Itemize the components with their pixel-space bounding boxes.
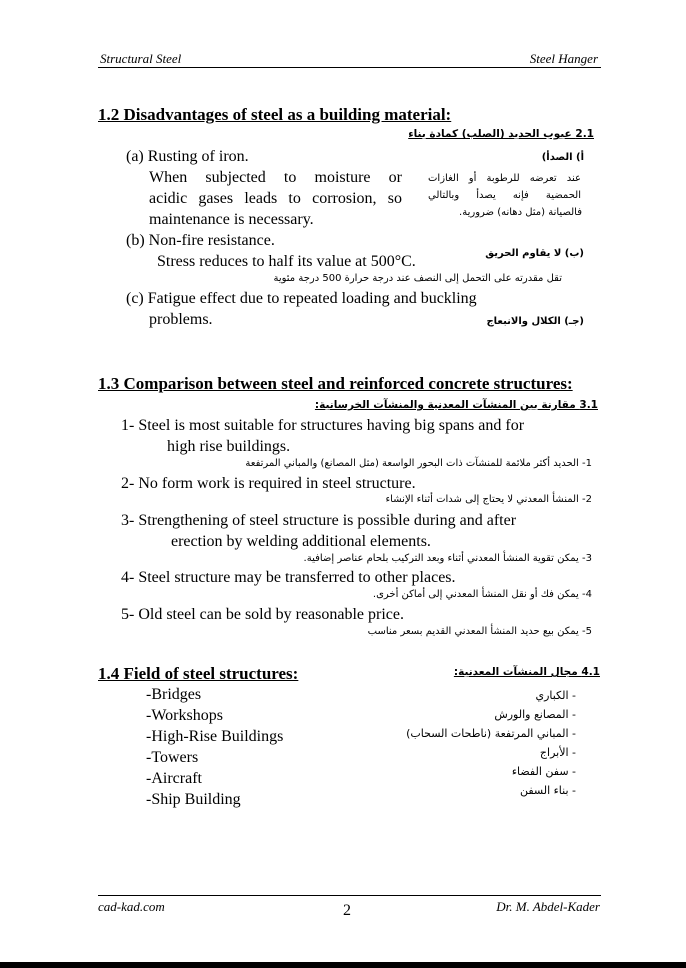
comparison-item-1-line-2: high rise buildings. [167,438,291,455]
item-b-label-ar: (ب) لا يقاوم الحريق [485,248,584,259]
item-c-label-ar: (جـ) الكلال والانبعاج [486,316,584,327]
item-a-label-ar: أ) الصدأ) [541,152,584,163]
item-a-label: (a) Rusting of iron. [126,148,249,165]
item-b-line-ar: تقل مقدرته على التحمل إلى النصف عند درجة حرارة 500 درجة مئوية [273,273,562,284]
comparison-item-4-ar: 4- يمكن فك أو نقل المنشأ المعدني إلى أماكن أخرى. [372,589,592,600]
comparison-item-2-ar: 2- المنشأ المعدني لا يحتاج إلى شدات أثناء الإنشاء [385,494,592,505]
item-b-label: (b) Non-fire resistance. [126,232,275,249]
comparison-item-4: 4- Steel structure may be transferred to other places. [121,569,456,586]
item-c-line-1: (c) Fatigue effect due to repeated loading and buckling [126,290,477,307]
comparison-item-5-ar: 5- يمكن بيع حديد المنشأ المعدني القديم بسعر مناسب [367,626,592,637]
section-14-title-ar: 4.1 مجال المنشآت المعدنية: [453,666,600,678]
field-item-5: -Aircraft [146,770,202,787]
field-item-6: -Ship Building [146,791,241,808]
header-left: Structural Steel [100,51,182,66]
comparison-item-5: 5- Old steel can be sold by reasonable price. [121,606,405,623]
footer-left: cad-kad.com [98,899,165,914]
page-number: 2 [343,902,351,919]
item-a-line-2: acidic gases leads to corrosion, so [149,190,402,207]
comparison-item-3-line-2: erection by welding additional elements. [171,533,431,550]
section-13-title-ar: 3.1 مقارنة بين المنشآت المعدنية والمنشآت الخرسانية: [314,399,598,411]
bottom-border [0,962,686,968]
section-12-title-ar: 2.1 عيوب الحديد (الصلب) كمادة بناء [408,128,594,140]
field-item-1-ar: - الكباري [535,689,576,702]
item-a-ar-line-3: فالصيانة (مثل دهانه) ضرورية. [459,207,582,218]
field-item-6-ar: - بناء السفن [519,784,576,797]
footer-right: Dr. M. Abdel-Kader [496,899,600,914]
field-item-3: -High-Rise Buildings [146,728,284,745]
item-a-ar-line-2: الحمضية فإنه يصدأ وبالتالي [428,190,581,201]
comparison-item-3-ar: 3- يمكن تقوية المنشأ المعدني أثناء وبعد التركيب بلحام عناصر إضافية. [303,553,592,564]
comparison-item-2: 2- No form work is required in steel structure. [121,475,416,492]
item-a-line-3: maintenance is necessary. [149,211,314,228]
footer-rule [98,895,601,896]
item-a-ar-line-1: عند تعرضه للرطوبة أو الغازات [428,173,581,184]
field-item-2-ar: - المصانع والورش [494,708,576,721]
field-item-4: -Towers [146,749,199,766]
section-14-title: 1.4 Field of steel structures: [98,664,299,683]
header-right: Steel Hanger [529,51,598,66]
comparison-item-3-line-1: 3- Strengthening of steel structure is possible during and after [121,512,517,529]
section-12-title: 1.2 Disadvantages of steel as a building material: [98,105,452,124]
item-a-line-1: When subjected to moisture or [149,169,402,186]
comparison-item-1-ar: 1- الحديد أكثر ملائمة للمنشآت ذات البحور الواسعة (مثل المصانع) والمباني المرتفعة [245,458,592,469]
comparison-item-1-line-1: 1- Steel is most suitable for structures having big spans and for [121,417,525,434]
item-b-line: Stress reduces to half its value at 500°C. [157,253,416,270]
section-13-title: 1.3 Comparison between steel and reinforced concrete structures: [98,374,573,393]
header-rule [98,67,601,68]
field-item-2: -Workshops [146,707,223,724]
field-item-3-ar: - المباني المرتفعة (ناطحات السحاب) [406,727,576,740]
field-item-4-ar: - الأبراج [539,746,576,759]
item-c-line-2: problems. [149,311,213,328]
field-item-5-ar: - سفن الفضاء [511,765,576,778]
field-item-1: -Bridges [146,686,202,703]
